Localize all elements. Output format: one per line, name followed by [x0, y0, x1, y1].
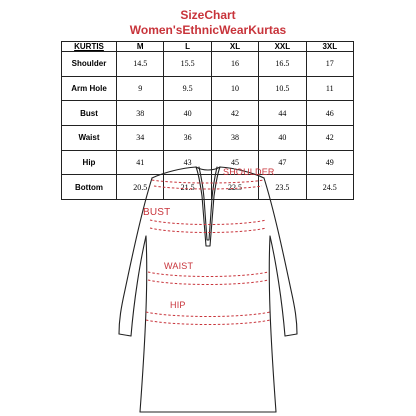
- table-cell: 45: [211, 150, 258, 175]
- table-cell: 43: [164, 150, 211, 175]
- left-sleeve-cuff: [119, 334, 131, 336]
- column-header-xl: XL: [211, 42, 258, 52]
- row-label-hip: Hip: [62, 150, 117, 175]
- table-cell: 36: [164, 125, 211, 150]
- table-corner-label: KURTIS: [62, 42, 117, 52]
- column-header-xxl: XXL: [259, 42, 306, 52]
- row-label-shoulder: Shoulder: [62, 52, 117, 77]
- chart-subtitle: Women'sEthnicWearKurtas: [129, 23, 287, 37]
- shoulder-measure-line-2: [154, 186, 262, 189]
- table-cell: 23.5: [259, 175, 306, 200]
- table-cell: 40: [164, 101, 211, 126]
- table-cell: 47: [259, 150, 306, 175]
- row-label-bust: Bust: [62, 101, 117, 126]
- table-cell: 42: [306, 125, 353, 150]
- row-label-arm-hole: Arm Hole: [62, 76, 117, 101]
- table-cell: 11: [306, 76, 353, 101]
- column-header-l: L: [164, 42, 211, 52]
- table-cell: 49: [306, 150, 353, 175]
- row-label-waist: Waist: [62, 125, 117, 150]
- table-cell: 16.5: [259, 52, 306, 77]
- row-label-bottom: Bottom: [62, 175, 117, 200]
- table-cell: 38: [117, 101, 164, 126]
- neckline-inner: [199, 167, 217, 240]
- table-cell: 10: [211, 76, 258, 101]
- bust-measure-line-2: [150, 228, 266, 233]
- column-header-3xl: 3XL: [306, 42, 353, 52]
- table-cell: 24.5: [306, 175, 353, 200]
- table-cell: 20.5: [117, 175, 164, 200]
- table-cell: 9.5: [164, 76, 211, 101]
- table-cell: 22.5: [211, 175, 258, 200]
- table-cell: 21.5: [164, 175, 211, 200]
- table-cell: 44: [259, 101, 306, 126]
- table-cell: 16: [211, 52, 258, 77]
- table-cell: 10.5: [259, 76, 306, 101]
- table-cell: 46: [306, 101, 353, 126]
- column-header-m: M: [117, 42, 164, 52]
- table-cell: 9: [117, 76, 164, 101]
- shoulder-line-left: [152, 167, 196, 178]
- table-cell: 34: [117, 125, 164, 150]
- hip-measure-line: [146, 312, 270, 317]
- table-cell: 42: [211, 101, 258, 126]
- shoulder-measure-line: [152, 180, 264, 183]
- waist-measure-line-2: [148, 280, 268, 285]
- bust-measure-line: [150, 220, 266, 225]
- neckline-outer: [196, 167, 220, 246]
- hip-label: HIP: [170, 300, 186, 310]
- hip-measure-line-2: [146, 320, 270, 325]
- right-sleeve-cuff: [285, 334, 297, 336]
- table-cell: 15.5: [164, 52, 211, 77]
- table-cell: 14.5: [117, 52, 164, 77]
- table-cell: 40: [259, 125, 306, 150]
- shoulder-label: SHOULDER: [223, 167, 275, 177]
- table-cell: 41: [117, 150, 164, 175]
- bust-label: BUST: [143, 207, 171, 218]
- waist-label: WAIST: [164, 261, 194, 271]
- table-cell: 38: [211, 125, 258, 150]
- waist-measure-line: [148, 272, 268, 277]
- chart-title: SizeChart: [180, 8, 236, 22]
- table-cell: 17: [306, 52, 353, 77]
